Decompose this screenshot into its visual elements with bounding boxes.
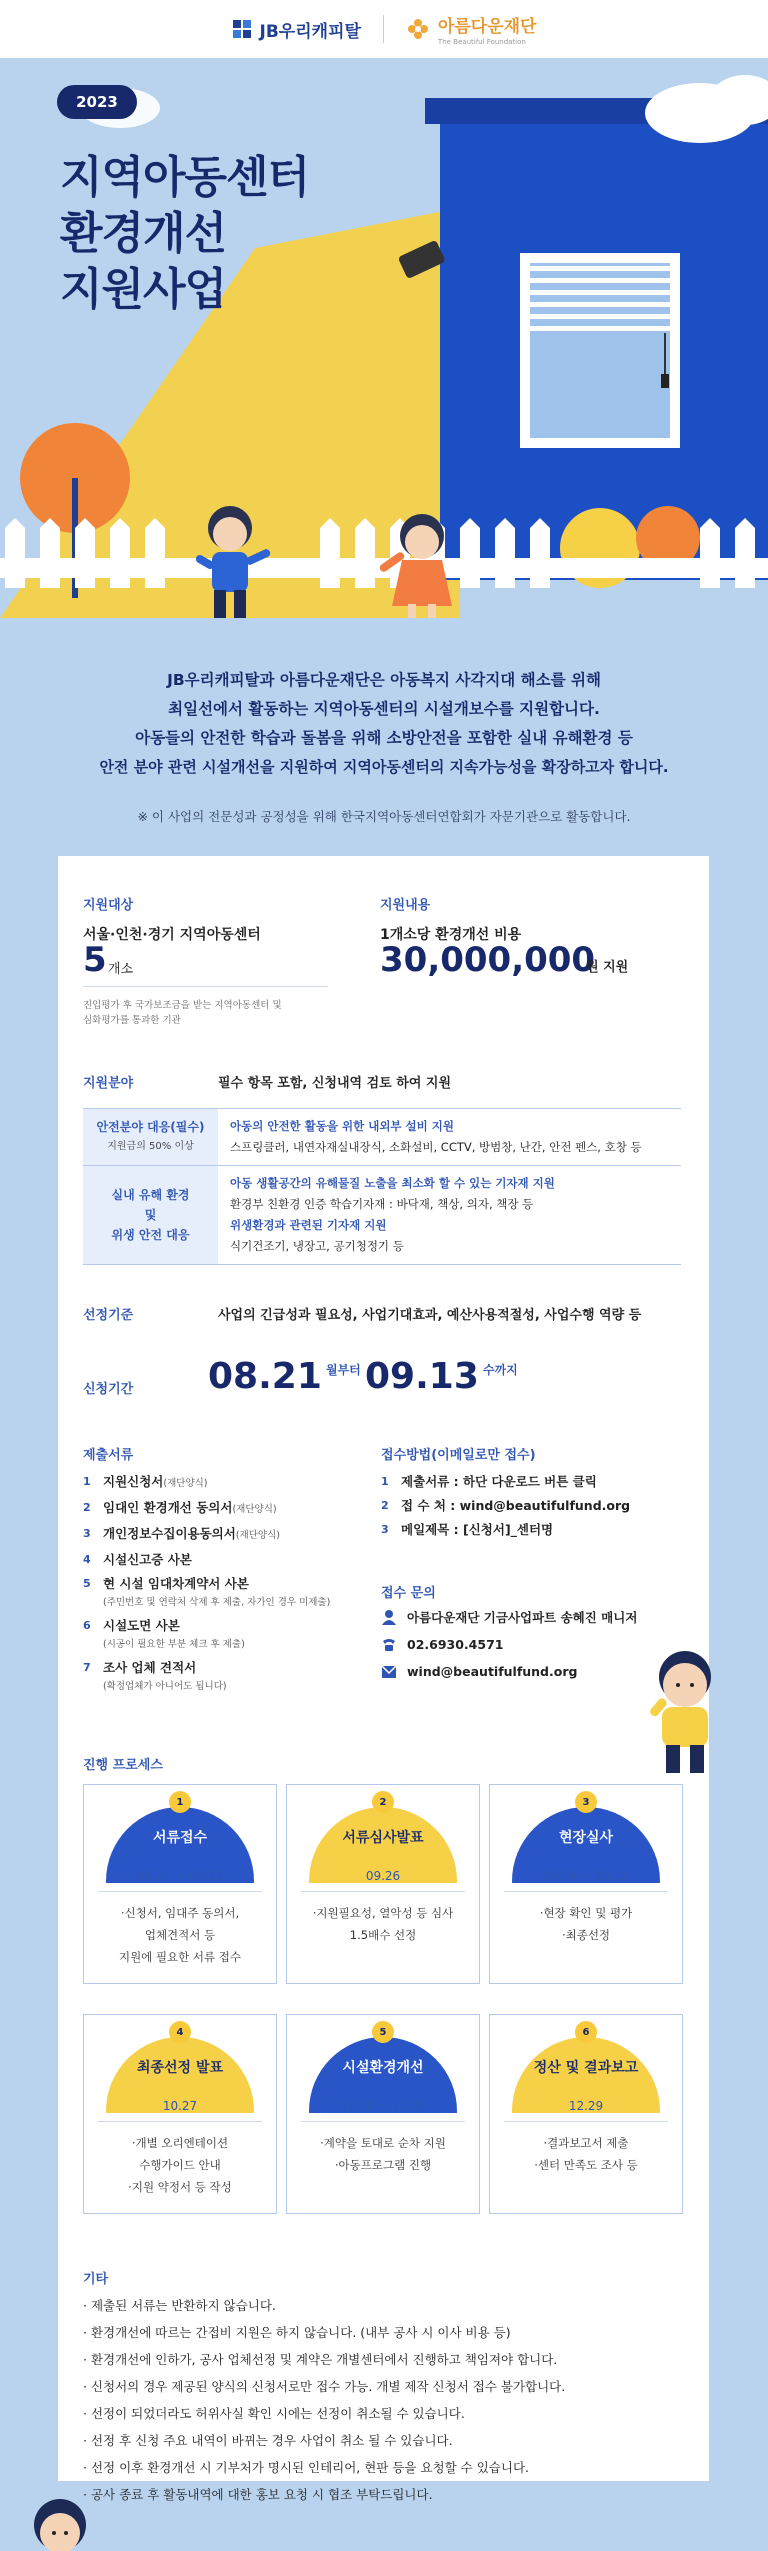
process-step-desc: [90, 2132, 270, 2198]
process-step-desc-line: ·계약을 토대로 순차 지원: [320, 2136, 446, 2150]
field-item-detail: 스프링클러, 내연자재실내장식, 소화설비, CCTV, 방범창, 난간, 안전 펜스, 호창 등: [230, 1140, 642, 1154]
jb-logo-text: JB우리캐피탈: [259, 21, 361, 42]
apply-label: 접수방법(이메일로만 접수): [381, 1448, 536, 1463]
process-step-desc-line: ·결과보고서 제출: [543, 2136, 629, 2150]
process-step: [489, 2014, 683, 2214]
field-label: 지원분야: [83, 1076, 134, 1091]
field-row: [83, 1165, 681, 1265]
document-item: 5 현 시설 임대차계약서 사본 (주민번호 및 연락처 삭제 후 제출, 자가인 경우 미제출): [83, 1576, 331, 1608]
period-end: 09.13: [365, 1356, 479, 1397]
process-step-desc-line: ·최종선정: [561, 1928, 611, 1942]
info-card: [58, 856, 709, 2502]
content-label: 지원내용: [380, 898, 431, 913]
process-step-divider: [504, 1891, 668, 1892]
process-step-number: 6: [575, 2021, 597, 2043]
period-start: 08.21: [208, 1356, 322, 1397]
intro-line: 최일선에서 활동하는 지역아동센터의 시설개보수를 지원합니다.: [168, 700, 600, 718]
inquiry-email-row[interactable]: [381, 1664, 577, 1679]
process-step-desc-line: 업체견적서 등: [144, 1928, 216, 1942]
target-note: [83, 998, 282, 1028]
boy-illustration: [640, 1645, 730, 1775]
logo-divider: [383, 15, 384, 43]
document-item: 2 임대인 환경개선 동의서(재단양식): [83, 1500, 277, 1515]
process-step-desc: [496, 2132, 676, 2176]
process-step-date: 10.04 ~ 10.12: [542, 1869, 630, 1883]
process-step-title: 최종선정 발표: [136, 2060, 224, 2076]
period-end-unit: 수까지: [483, 1363, 518, 1377]
process-step-desc-line: 1.5배수 선정: [349, 1928, 417, 1942]
process-step-date: 09.26: [365, 1869, 401, 1883]
process-step: [286, 2014, 480, 2214]
process-label: 진행 프로세스: [83, 1758, 163, 1773]
process-step-divider: [301, 1891, 465, 1892]
phone-icon: [381, 1636, 397, 1652]
period-start-unit: 월부터: [326, 1363, 361, 1377]
apply-item: 3 메일제목 : [신청서]_센터명: [381, 1522, 554, 1537]
etc-item: · 제출된 서류는 반환하지 않습니다.: [83, 2298, 276, 2313]
content-desc: 1개소당 환경개선 비용: [380, 927, 522, 943]
logo-bar: [0, 0, 768, 58]
etc-item: · 선정 이후 환경개선 시 기부처가 명시된 인테리어, 현판 등을 요청할 수 있습니다.: [83, 2460, 530, 2475]
inquiry-label: 접수 문의: [381, 1586, 436, 1601]
process-step-desc-line: ·지원필요성, 열악성 등 심사: [312, 1906, 454, 1920]
target-note-line: 심화평가를 통과한 기관: [83, 1015, 181, 1026]
bf-logo-sub: The Beautiful Foundation: [437, 38, 526, 46]
etc-label: 기타: [83, 2272, 109, 2287]
process-step-desc: [496, 1902, 676, 1946]
process-step-divider: [504, 2121, 668, 2122]
apply-item[interactable]: 1 제출서류 : 하단 다운로드 버튼 클릭: [381, 1474, 597, 1489]
inquiry-email[interactable]: wind@beautifulfund.org: [407, 1664, 578, 1679]
process-step-number: 5: [372, 2021, 394, 2043]
field-item-title: 위생환경과 관련된 기자재 지원: [230, 1218, 387, 1232]
hero-title-line: 환경개선: [60, 208, 227, 259]
process-step-divider: [301, 2121, 465, 2122]
apply-list: [381, 1470, 681, 1542]
process-step-desc-line: ·지원 약정서 등 작성: [128, 2180, 232, 2194]
etc-item: · 신청서의 경우 제공된 양식의 신청서로만 접수 가능. 개별 제작 신청서 접수 불가합니다.: [83, 2379, 566, 2394]
process-step-desc: [90, 1902, 270, 1968]
documents-label: 제출서류: [83, 1448, 134, 1463]
etc-list: [83, 2292, 565, 2508]
hero-title-line: 지원사업: [60, 264, 227, 315]
target-note-line: 진입평가 후 국가보조금을 받는 지역아동센터 및: [83, 1000, 282, 1011]
process-step-number: 3: [575, 1791, 597, 1813]
target-unit: 개소: [108, 962, 134, 977]
inquiry-person: 아름다운재단 기금사업파트 송혜진 매니저: [407, 1610, 638, 1625]
year-badge: 2023: [57, 85, 137, 119]
process-step-desc-line: 수행가이드 안내: [139, 2158, 221, 2172]
process-step-desc-line: ·개별 오리엔테이션: [131, 2136, 229, 2150]
person-icon: [381, 1609, 397, 1625]
criteria-label: 선정기준: [83, 1308, 134, 1323]
document-item: 6 시설도면 사본 (시공이 필요한 부분 체크 후 제출): [83, 1618, 245, 1650]
document-item: 1 지원신청서(재단양식): [83, 1474, 208, 1489]
etc-item: · 공사 종료 후 활동내역에 대한 홍보 요청 시 협조 부탁드립니다.: [83, 2487, 433, 2502]
process-step-title: 서류접수: [152, 1830, 208, 1846]
process-step-divider: [98, 1891, 262, 1892]
process-step-desc-line: ·센터 만족도 조사 등: [534, 2158, 638, 2172]
flower-icon: [406, 17, 430, 41]
hero-title: [60, 150, 309, 318]
apply-item[interactable]: 2 접 수 처 : wind@beautifulfund.org: [381, 1498, 631, 1513]
process-step-number: 2: [372, 1791, 394, 1813]
process-step-number: 1: [169, 1791, 191, 1813]
process-step-title: 서류심사발표: [342, 1830, 424, 1846]
process-step-desc-line: ·현장 확인 및 평가: [539, 1906, 633, 1920]
process-step-date: 10.27: [162, 2099, 198, 2113]
hero-title-line: 지역아동센터: [60, 152, 310, 203]
intro-line: 안전 분야 관련 시설개선을 지원하여 지역아동센터의 지속가능성을 확장하고자 합니다.: [99, 758, 669, 776]
jb-mark-icon: [232, 19, 252, 39]
divider: [83, 986, 328, 987]
bf-logo-text: 아름다운재단: [437, 17, 537, 37]
process-step-date: 08.21 ~ 09.13: [136, 1869, 224, 1883]
hero: [0, 58, 768, 618]
process-step-desc-line: ·신청서, 임대주 동의서,: [120, 1906, 240, 1920]
document-item: 7 조사 업체 견적서 (확정업체가 아니어도 됩니다): [83, 1660, 227, 1692]
intro-line: JB우리캐피탈과 아름다운재단은 아동복지 사각지대 해소를 위해: [167, 671, 601, 689]
field-row-content: [218, 1109, 681, 1165]
field-row-head-text: 안전분야 대응(필수): [96, 1120, 205, 1134]
field-desc: 필수 항목 포함, 신청내역 검토 하여 지원: [218, 1076, 452, 1091]
inquiry-phone-row[interactable]: [381, 1636, 503, 1652]
field-table: [83, 1108, 681, 1265]
etc-item: · 환경개선에 따르는 간접비 지원은 하지 않습니다. (내부 공사 시 이사 비용 등): [83, 2325, 511, 2340]
process-step-desc: [293, 1902, 473, 1946]
intro-note: ※ 이 사업의 전문성과 공정성을 위해 한국지역아동센터연합회가 자문기관으로 활동합니다.: [137, 809, 631, 824]
field-row-head-sub: 지원금의 50% 이상: [107, 1141, 194, 1152]
hero-illustration: [0, 58, 768, 618]
process-step-title: 시설환경개선: [342, 2060, 424, 2076]
process-step-desc-line: ·아동프로그램 진행: [334, 2158, 432, 2172]
document-item: 3 개인정보수집이용동의서(재단양식): [83, 1526, 280, 1541]
process-step-title: 현장실사: [558, 1830, 614, 1846]
etc-item: · 환경개선에 인하가, 공사 업체선정 및 계약은 개별센터에서 진행하고 책임져야 합니다.: [83, 2352, 558, 2367]
field-item-detail: 식기건조기, 냉장고, 공기청정기 등: [230, 1239, 404, 1253]
process-step-desc: [293, 2132, 473, 2176]
etc-item: · 선정이 되었더라도 허위사실 확인 시에는 선정이 취소될 수 있습니다.: [83, 2406, 465, 2421]
inquiry-person-row: [381, 1608, 637, 1626]
bf-logo[interactable]: [406, 12, 537, 46]
process-step: [83, 1784, 277, 1984]
field-row-head: 실내 유해 환경 및 위생 안전 대응: [83, 1166, 218, 1264]
intro: [0, 618, 768, 831]
criteria-desc: 사업의 긴급성과 필요성, 사업기대효과, 예산사용적절성, 사업수행 역량 등: [218, 1308, 642, 1323]
process-step-divider: [98, 2121, 262, 2122]
field-row-head: [83, 1109, 218, 1165]
intro-line: 아동들의 안전한 학습과 돌봄을 위해 소방안전을 포함한 실내 유해환경 등: [135, 729, 633, 747]
etc-item: · 선정 후 신청 주요 내역이 바뀌는 경우 사업이 취소 될 수 있습니다.: [83, 2433, 453, 2448]
documents-list: [83, 1470, 363, 1698]
field-item-detail: 환경부 친환경 인증 학습기자재 : 바닥재, 책상, 의자, 책장 등: [230, 1197, 534, 1211]
process-step-date: 11.10 ~ 11.24: [339, 2099, 427, 2113]
process-step-number: 4: [169, 2021, 191, 2043]
content-unit: 원 지원: [586, 960, 629, 975]
target-region: 서울·인천·경기 지역아동센터: [83, 927, 261, 943]
process-step-desc-line: 지원에 필요한 서류 접수: [118, 1950, 242, 1964]
process-step-title: 정산 및 결과보고: [533, 2060, 639, 2076]
document-item: 4 시설신고증 사본: [83, 1552, 192, 1567]
field-item-title: 아동의 안전한 활동을 위한 내외부 설비 지원: [230, 1119, 454, 1133]
period-label: 신청기간: [83, 1382, 134, 1397]
target-count: 5: [83, 940, 107, 980]
process-step-date: 12.29: [568, 2099, 604, 2113]
process-step: [489, 1784, 683, 1984]
target-label: 지원대상: [83, 898, 134, 913]
process-step: [286, 1784, 480, 1984]
girl-illustration: [20, 2491, 100, 2551]
inquiry-phone[interactable]: 02.6930.4571: [407, 1636, 504, 1652]
mail-icon: [381, 1665, 397, 1679]
field-item-title: 아동 생활공간의 유해물질 노출을 최소화 할 수 있는 기자재 지원: [230, 1176, 555, 1190]
field-row: [83, 1108, 681, 1165]
process-step: [83, 2014, 277, 2214]
jb-logo[interactable]: [232, 17, 361, 42]
field-row-content: [218, 1166, 681, 1264]
content-amount: 30,000,000: [380, 940, 596, 980]
